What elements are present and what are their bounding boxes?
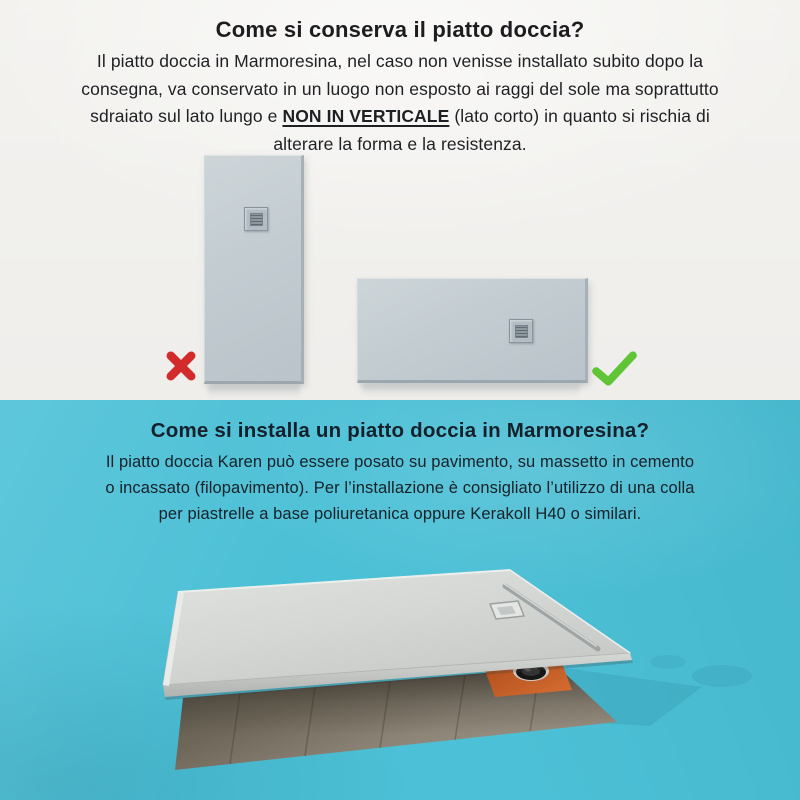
shower-tray-horizontal-image: [357, 278, 588, 383]
shower-tray-vertical-image: [204, 155, 304, 384]
storage-paragraph: [0, 48, 800, 158]
installation-line-1: Il piatto doccia Karen può essere posato su pavimento, su massetto in cemento: [105, 453, 695, 471]
drain-grid: [515, 325, 528, 338]
installation-title: Come si installa un piatto doccia in Marmoresina?: [150, 419, 650, 442]
drain-cover: [509, 319, 533, 343]
shower-tray-3d-image: [0, 540, 800, 800]
storage-line-2: consegna, va conservato in un luogo non esposto ai raggi del sole ma soprattutto: [81, 78, 719, 99]
drain-cover: [244, 207, 268, 231]
installation-paragraph: [0, 449, 800, 527]
installation-line-3: per piastrelle a base poliuretanica oppure Kerakoll H40 o similari.: [158, 505, 642, 523]
tray-horizontal-reflection: [362, 384, 580, 396]
storage-title: Come si conserva il piatto doccia?: [215, 17, 585, 42]
tray-vertical-reflection: [208, 385, 300, 398]
storage-line-3-pre: sdraiato sul lato lungo e: [90, 106, 283, 126]
storage-line-3-post: (lato corto) in quanto si rischia di: [449, 106, 710, 126]
storage-emphasis-not-vertical: NON IN VERTICALE: [282, 106, 450, 126]
installation-line-2: o incassato (filopavimento). Per l’installazione è consigliato l’utilizzo di una colla: [105, 479, 695, 497]
storage-line-3: [0, 103, 800, 131]
drain-grid: [250, 213, 263, 226]
storage-line-1: Il piatto doccia in Marmoresina, nel caso non venisse installato subito dopo la: [96, 51, 704, 71]
check-icon: [591, 351, 638, 386]
storage-line-4: alterare la forma e la resistenza.: [273, 133, 527, 154]
installation-section: [0, 400, 800, 800]
x-icon: [164, 349, 198, 383]
drain-cover-3d: [490, 601, 524, 619]
